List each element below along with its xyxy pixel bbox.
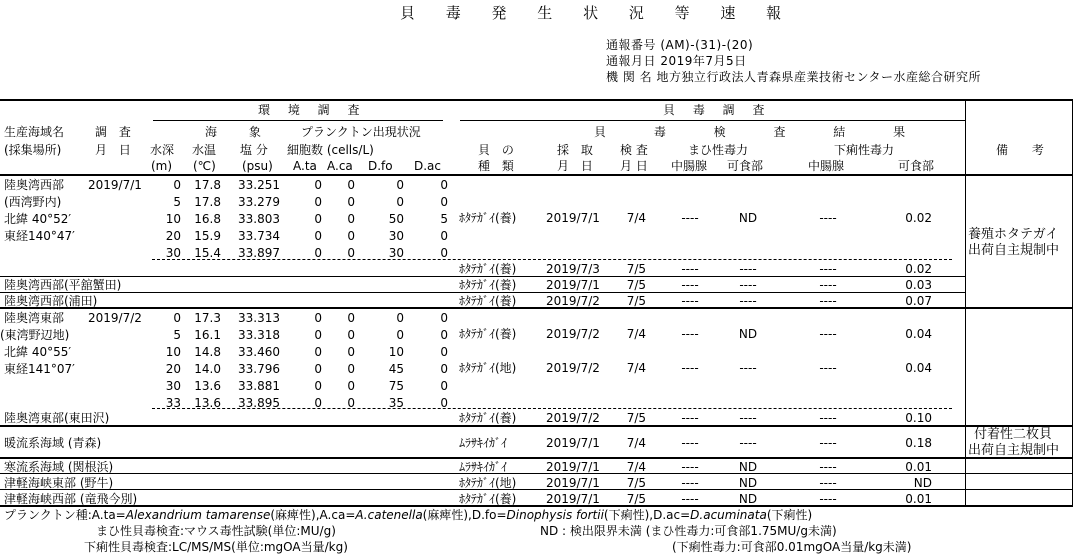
header-plankton: プランクトン出現状況: [301, 125, 421, 139]
env-cell-dfo: 0: [396, 178, 404, 192]
env-cell-depth: 30: [165, 379, 181, 393]
divider: [0, 292, 965, 293]
toxin-cell-samp: 2019/7/1: [546, 278, 600, 292]
header-shell: 貝 の: [478, 143, 518, 157]
remark-text: 出荷自主規制中: [968, 443, 1060, 458]
env-cell-sal: 33.897: [238, 246, 280, 260]
env-cell-temp: 13.6: [194, 396, 221, 410]
toxin-cell-shell: ﾎﾀﾃｶﾞｲ(養): [459, 411, 517, 425]
toxin-cell-area: 津軽海峡西部 (竜飛今別): [4, 492, 138, 506]
env-cell-ata: 0: [314, 212, 322, 226]
toxin-cell-shell: ﾎﾀﾃｶﾞｲ(地): [459, 476, 517, 490]
env-cell-dfo: 0: [396, 195, 404, 209]
env-cell-ata: 0: [314, 178, 322, 192]
env-cell-temp: 15.4: [194, 246, 221, 260]
env-cell-temp: 14.8: [194, 345, 221, 359]
remark-text: 出荷自主規制中: [968, 243, 1060, 258]
toxin-cell-test: 7/5: [626, 294, 646, 308]
env-cell-aca: 0: [347, 345, 355, 359]
divider: [0, 425, 1073, 427]
env-cell-depth: 20: [165, 362, 181, 376]
env-cell-dac: 0: [440, 229, 448, 243]
toxin-cell-samp: 2019/7/2: [546, 411, 600, 425]
toxin-cell-psp-e: ND: [738, 492, 758, 506]
table-top-border: [0, 99, 1073, 101]
toxin-cell-shell: ﾎﾀﾃｶﾞｲ(養): [459, 492, 517, 506]
toxin-cell-area: 寒流系海域 (関根浜): [4, 460, 114, 474]
toxin-cell-shell: ﾎﾀﾃｶﾞｲ(養): [459, 278, 517, 292]
site-name: 陸奥湾西部: [4, 178, 65, 192]
env-cell-temp: 14.0: [194, 362, 221, 376]
remarks-column-border: [965, 100, 966, 506]
env-cell-dac: 5: [440, 212, 448, 226]
toxin-cell-psp-e: ----: [739, 361, 757, 375]
env-cell-ata: 0: [314, 362, 322, 376]
footer-psp-method: まひ性貝毒検査:マウス毒性試験(単位:MU/g): [96, 524, 336, 538]
toxin-cell-psp-e: ----: [739, 294, 757, 308]
env-cell-aca: 0: [347, 229, 355, 243]
env-cell-temp: 17.8: [194, 195, 221, 209]
footer-dsp-method: 下痢性貝毒検査:LC/MS/MS(単位:mgOA当量/kg): [84, 540, 348, 554]
env-cell-aca: 0: [347, 195, 355, 209]
env-cell-ata: 0: [314, 246, 322, 260]
env-cell-aca: 0: [347, 178, 355, 192]
toxin-cell-psp-h: ----: [681, 361, 699, 375]
env-cell-depth: 10: [165, 345, 181, 359]
env-cell-ata: 0: [314, 311, 322, 325]
header-dsp-hepat: 中腸腺: [808, 159, 845, 173]
toxin-cell-dsp-e: 0.02: [905, 262, 932, 276]
env-cell-depth: 5: [173, 328, 181, 342]
header-toxin-results: 貝 毒 検 査 結 果: [594, 125, 928, 139]
toxin-cell-psp-h: ----: [681, 436, 699, 450]
toxin-cell-test: 7/5: [626, 411, 646, 425]
env-cell-dac: 0: [440, 246, 448, 260]
toxin-cell-test: 7/4: [626, 361, 646, 375]
env-cell-sal: 33.734: [238, 229, 280, 243]
env-cell-aca: 0: [347, 362, 355, 376]
env-cell-sal: 33.279: [238, 195, 280, 209]
toxin-cell-psp-e: ----: [739, 278, 757, 292]
toxin-cell-psp-e: ND: [738, 460, 758, 474]
site-sub: (西湾野内): [4, 195, 62, 209]
toxin-cell-shell: ﾎﾀﾃｶﾞｲ(養): [459, 294, 517, 308]
env-cell-sal: 33.313: [238, 311, 280, 325]
toxin-cell-test: 7/5: [626, 278, 646, 292]
toxin-cell-test: 7/5: [626, 476, 646, 490]
toxin-survey-header: 貝 毒 調 査: [663, 103, 772, 117]
header-salinity: 塩 分: [240, 143, 268, 157]
footnote-text: プランクトン種:A.ta=: [4, 508, 126, 522]
env-cell-dfo: 10: [388, 345, 404, 359]
divider: [0, 457, 1073, 459]
toxin-cell-dsp-h: ----: [819, 460, 837, 474]
env-cell-dac: 0: [440, 362, 448, 376]
toxin-cell-dsp-e: 0.04: [905, 327, 932, 341]
agency-name: 機 関 名 地方独立行政法人青森県産業技術センター水産総合研究所: [606, 70, 981, 84]
env-cell-temp: 17.3: [194, 311, 221, 325]
header-sampling: 採 取: [557, 143, 597, 157]
toxin-cell-shell: ﾑﾗｻｷｲｶﾞｲ: [459, 436, 508, 450]
env-cell-depth: 5: [173, 195, 181, 209]
header-area: 生産海域名: [4, 125, 65, 139]
toxin-cell-psp-e: ----: [739, 436, 757, 450]
site-date: 2019/7/1: [88, 178, 142, 192]
toxin-cell-samp: 2019/7/2: [546, 327, 600, 341]
env-cell-aca: 0: [347, 246, 355, 260]
env-group-line: [153, 120, 443, 121]
env-cell-sal: 33.460: [238, 345, 280, 359]
header-date: 月 日: [95, 143, 135, 157]
toxin-cell-psp-h: ----: [681, 476, 699, 490]
footnote-text: (麻痺性),A.ca=: [270, 508, 356, 522]
remark-text: 付着性二枚貝: [974, 427, 1053, 442]
env-cell-depth: 30: [165, 246, 181, 260]
env-cell-temp: 13.6: [194, 379, 221, 393]
site-sub: (東湾野辺地): [0, 328, 70, 342]
toxin-cell-psp-h: ----: [681, 460, 699, 474]
toxin-cell-dsp-h: ----: [819, 476, 837, 490]
toxin-cell-psp-e: ND: [738, 327, 758, 341]
toxin-cell-psp-h: ----: [681, 294, 699, 308]
env-cell-depth: 20: [165, 229, 181, 243]
env-cell-dac: 0: [440, 328, 448, 342]
toxin-cell-test: 7/4: [626, 327, 646, 341]
toxin-cell-samp: 2019/7/1: [546, 460, 600, 474]
toxin-cell-test: 7/5: [626, 262, 646, 276]
toxin-cell-dsp-h: ----: [819, 492, 837, 506]
toxin-cell-area: 津軽海峡東部 (野牛): [4, 476, 114, 490]
env-cell-dfo: 75: [388, 379, 404, 393]
toxin-cell-dsp-h: ----: [819, 211, 837, 225]
toxin-cell-shell: ﾎﾀﾃｶﾞｲ(養): [459, 211, 517, 225]
header-psp-edible: 可食部: [727, 159, 764, 173]
toxin-cell-test: 7/5: [626, 492, 646, 506]
env-cell-aca: 0: [347, 379, 355, 393]
env-cell-dac: 0: [440, 178, 448, 192]
toxin-cell-psp-e: ND: [738, 211, 758, 225]
remark-text: 養殖ホタテガイ: [968, 227, 1059, 242]
header-psp: まひ性毒力: [688, 143, 749, 157]
env-cell-dac: 0: [440, 195, 448, 209]
site-lon: 東経141°07′: [4, 362, 75, 376]
toxin-cell-shell: ﾑﾗｻｷｲｶﾞｲ: [459, 460, 508, 474]
site-lon: 東経140°47′: [4, 229, 75, 243]
env-cell-dfo: 30: [388, 246, 404, 260]
env-cell-ata: 0: [314, 379, 322, 393]
header-depth-unit: (m): [151, 159, 173, 173]
toxin-cell-dsp-e: 0.10: [905, 411, 932, 425]
env-cell-sal: 33.895: [238, 396, 280, 410]
toxin-cell-dsp-h: ----: [819, 278, 837, 292]
header-depth: 水深: [150, 143, 175, 157]
species-name: A.catenella: [355, 508, 423, 522]
toxin-cell-dsp-e: 0.02: [905, 211, 932, 225]
toxin-cell-area: 陸奥湾西部(浦田): [4, 294, 98, 308]
header-dsp-edible: 可食部: [898, 159, 935, 173]
header-survey: 調 査: [95, 125, 135, 139]
env-cell-ata: 0: [314, 345, 322, 359]
species-name: D.acuminata: [690, 508, 767, 522]
footnote-text: (下痢性),D.ac=: [603, 508, 691, 522]
env-cell-sal: 33.803: [238, 212, 280, 226]
header-temp: 水温: [192, 143, 217, 157]
env-cell-aca: 0: [347, 212, 355, 226]
toxin-group-line: [460, 120, 965, 121]
footer-plankton-species: [4, 508, 812, 522]
toxin-cell-shell: ﾎﾀﾃｶﾞｲ(養): [459, 327, 517, 341]
env-cell-sal: 33.881: [238, 379, 280, 393]
header-shell-type: 種 類: [478, 159, 518, 173]
header-aca: A.ca: [327, 159, 353, 173]
toxin-cell-test: 7/4: [626, 211, 646, 225]
footnote-text: (麻痺性),D.fo=: [422, 508, 507, 522]
env-cell-ata: 0: [314, 229, 322, 243]
toxin-cell-dsp-e: 0.07: [905, 294, 932, 308]
species-name: Alexandrium tamarense: [125, 508, 271, 522]
toxin-cell-test: 7/4: [626, 436, 646, 450]
toxin-cell-shell: ﾎﾀﾃｶﾞｲ(地): [459, 361, 517, 375]
env-cell-sal: 33.318: [238, 328, 280, 342]
toxin-cell-psp-h: ----: [681, 492, 699, 506]
toxin-cell-area: 陸奥湾西部(平舘蟹田): [4, 278, 122, 292]
env-cell-temp: 16.8: [194, 212, 221, 226]
site-name: 陸奥湾東部: [4, 311, 65, 325]
toxin-cell-samp: 2019/7/1: [546, 492, 600, 506]
env-cell-depth: 0: [173, 311, 181, 325]
report-date: 通報月日 2019年7月5日: [606, 54, 747, 68]
footnote-text: (下痢性): [766, 508, 813, 522]
page-title: 貝 毒 発 生 状 況 等 速 報: [400, 4, 795, 22]
env-cell-dfo: 35: [388, 396, 404, 410]
toxin-cell-samp: 2019/7/1: [546, 436, 600, 450]
env-cell-aca: 0: [347, 311, 355, 325]
toxin-cell-dsp-h: ----: [819, 327, 837, 341]
toxin-cell-psp-h: ----: [681, 327, 699, 341]
toxin-cell-area: 暖流系海域 (青森): [4, 436, 102, 450]
toxin-cell-samp: 2019/7/2: [546, 294, 600, 308]
header-ata: A.ta: [293, 159, 317, 173]
toxin-cell-dsp-h: ----: [819, 361, 837, 375]
header-test: 検 査: [620, 143, 648, 157]
toxin-cell-dsp-e: 0.03: [905, 278, 932, 292]
env-cell-sal: 33.251: [238, 178, 280, 192]
site-lat: 北緯 40°55′: [4, 345, 72, 359]
env-cell-depth: 10: [165, 212, 181, 226]
env-cell-ata: 0: [314, 328, 322, 342]
toxin-cell-psp-h: ----: [681, 211, 699, 225]
env-cell-aca: 0: [347, 396, 355, 410]
divider: [0, 276, 965, 277]
env-cell-depth: 0: [173, 178, 181, 192]
env-cell-dac: 0: [440, 379, 448, 393]
species-name: Dinophysis fortii: [506, 508, 604, 522]
env-cell-depth: 33: [165, 396, 181, 410]
toxin-cell-dsp-e: 0.04: [905, 361, 932, 375]
toxin-cell-samp: 2019/7/2: [546, 361, 600, 375]
env-cell-dfo: 45: [388, 362, 404, 376]
toxin-cell-dsp-e: 0.01: [905, 492, 932, 506]
site-date: 2019/7/2: [88, 311, 142, 325]
toxin-cell-dsp-e: ND: [913, 476, 932, 490]
toxin-cell-psp-h: ----: [681, 411, 699, 425]
toxin-cell-shell: ﾎﾀﾃｶﾞｲ(養): [459, 262, 517, 276]
env-cell-dac: 0: [440, 396, 448, 410]
footer-nd-definition: ND : 検出限界未満 (まひ性毒力:可食部1.75MU/g未満): [540, 524, 837, 538]
header-test-date: 月 日: [620, 159, 648, 173]
toxin-cell-dsp-h: ----: [819, 262, 837, 276]
toxin-cell-dsp-e: 0.01: [905, 460, 932, 474]
env-cell-dfo: 50: [388, 212, 404, 226]
toxin-cell-dsp-h: ----: [819, 294, 837, 308]
env-survey-header: 環 境 調 査: [258, 103, 367, 117]
env-cell-dfo: 30: [388, 229, 404, 243]
env-cell-ata: 0: [314, 195, 322, 209]
env-cell-dac: 0: [440, 311, 448, 325]
header-sea: 海 象: [205, 125, 275, 139]
toxin-cell-dsp-e: 0.18: [905, 436, 932, 450]
toxin-cell-dsp-h: ----: [819, 411, 837, 425]
toxin-cell-area: 陸奥湾東部(東田沢): [4, 411, 110, 425]
header-temp-unit: (℃): [193, 159, 216, 173]
toxin-cell-dsp-h: ----: [819, 436, 837, 450]
toxin-cell-psp-h: ----: [681, 262, 699, 276]
header-salinity-unit: (psu): [242, 159, 273, 173]
header-cells: 細胞数 (cells/L): [287, 143, 374, 157]
toxin-cell-psp-e: ----: [739, 262, 757, 276]
env-cell-dac: 0: [440, 345, 448, 359]
header-remarks: 備 考: [996, 143, 1054, 157]
header-sampling-date: 月 日: [557, 159, 597, 173]
header-dac: D.ac: [414, 159, 442, 173]
env-cell-temp: 16.1: [194, 328, 221, 342]
header-bottom-border: [0, 174, 1073, 176]
toxin-cell-test: 7/4: [626, 460, 646, 474]
site-lat: 北緯 40°52′: [4, 212, 72, 226]
env-cell-temp: 15.9: [194, 229, 221, 243]
header-dfo: D.fo: [368, 159, 393, 173]
env-cell-dfo: 0: [396, 311, 404, 325]
toxin-cell-psp-e: ND: [738, 476, 758, 490]
env-cell-sal: 33.796: [238, 362, 280, 376]
toxin-cell-samp: 2019/7/1: [546, 476, 600, 490]
toxin-cell-samp: 2019/7/1: [546, 211, 600, 225]
toxin-cell-psp-e: ----: [739, 411, 757, 425]
toxin-cell-psp-h: ----: [681, 278, 699, 292]
env-cell-aca: 0: [347, 328, 355, 342]
env-cell-temp: 17.8: [194, 178, 221, 192]
report-number: 通報番号 (AM)-(31)-(20): [606, 38, 754, 52]
header-dsp: 下痢性毒力: [834, 143, 895, 157]
toxin-cell-samp: 2019/7/3: [546, 262, 600, 276]
footer-dsp-limit: (下痢性毒力:可食部0.01mgOA当量/kg未満): [672, 540, 912, 554]
env-cell-dfo: 0: [396, 328, 404, 342]
env-cell-ata: 0: [314, 396, 322, 410]
header-psp-hepat: 中腸腺: [671, 159, 708, 173]
header-area-sub: (採集場所): [4, 143, 62, 157]
